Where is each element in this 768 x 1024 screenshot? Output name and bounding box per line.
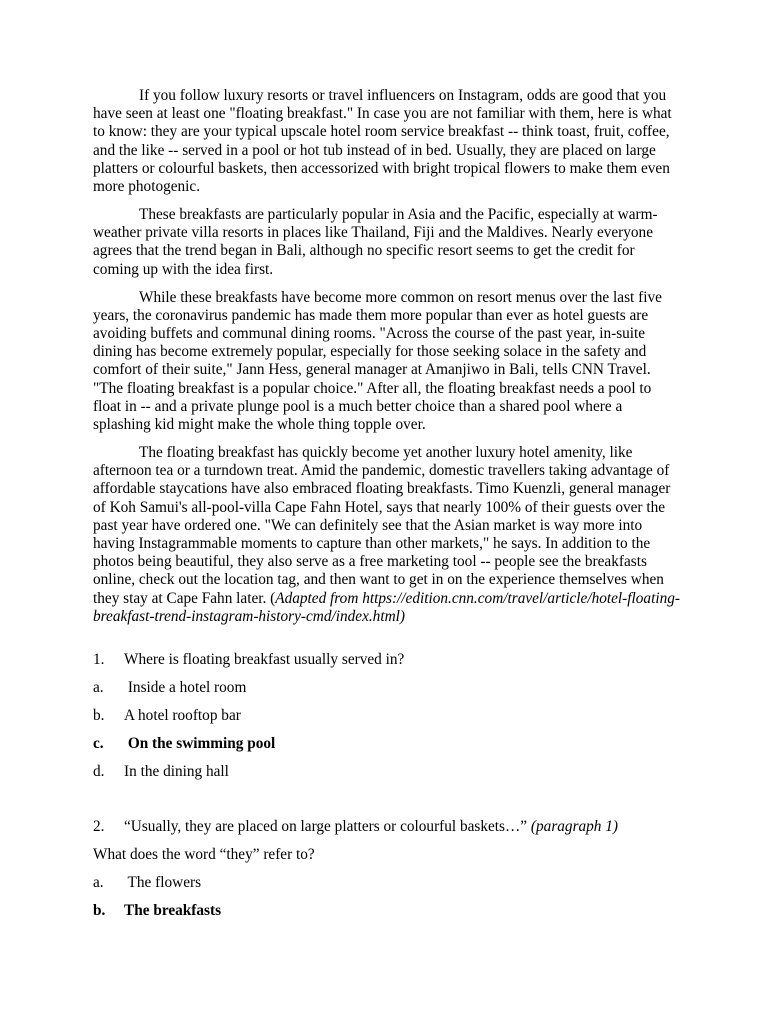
reading-passage: [93, 87, 683, 636]
paragraph-4-text: The floating breakfast has quickly become yet another luxury hotel amenity, like afternoon tea or a turndown treat. Amid the pandemic, domestic travellers taking advantage of affordable staycations have also embraced floating breakfasts. Timo Kuenzli, general manager of Koh Samui's all-pool-villa Cape Fahn Hotel, says that nearly 100% of their guests over the past year have ordered one. "We can definitely see that the Asian market is way more into having Instagrammable moments to capture than other markets," he says. In addition to the photos being beautiful, they also serve as a free marketing tool -- people see the breakfasts online, check out the location tag, and then want to get in on the experience themselves when they stay at Cape Fahn later. (: [93, 444, 671, 607]
paragraph-1: If you follow luxury resorts or travel influencers on Instagram, odds are good that you have seen at least one "floating breakfast." In case you are not familiar with them, here is what to know: they are your typical upscale hotel room service breakfast -- think toast, fruit, coffee, and the like -- served in a pool or hot tub instead of in bed. Usually, they are placed on large platters or colourful baskets, then accessorized with bright tropical flowers to make them even more photogenic.: [93, 87, 672, 196]
option-text: On the swimming pool: [124, 735, 276, 752]
question-1-number: 1.: [93, 651, 105, 668]
question-1-option-b: [93, 707, 241, 725]
question-1-option-d: [93, 763, 229, 781]
option-letter: a.: [93, 874, 104, 891]
paragraph-2: These breakfasts are particularly popular in Asia and the Pacific, especially at warm-weather private villa resorts in places like Thailand, Fiji and the Maldives. Nearly everyone agrees that the trend began in Bali, although no specific resort seems to get the credit for coming up with the idea first.: [93, 206, 658, 278]
option-letter: d.: [93, 763, 105, 780]
option-letter: a.: [93, 679, 104, 696]
option-text: The flowers: [124, 874, 202, 891]
option-text: Inside a hotel room: [124, 679, 247, 696]
option-letter: b.: [93, 902, 106, 919]
paragraph-4: [93, 444, 683, 626]
option-text: A hotel rooftop bar: [124, 707, 241, 724]
option-letter: b.: [93, 707, 105, 724]
option-text: In the dining hall: [124, 763, 229, 780]
option-text: The breakfasts: [124, 902, 222, 919]
source-citation: Adapted from https://edition.cnn.com/travel/article/hotel-floating-breakfast-trend-instagram-history-cmd/index.html): [93, 589, 680, 625]
question-1-text: Where is floating breakfast usually served in?: [124, 651, 405, 668]
question-1: [93, 651, 404, 669]
option-letter: c.: [93, 735, 104, 752]
question-2-option-a: [93, 874, 201, 892]
question-2-option-b-answer: [93, 902, 221, 920]
question-2-text: “Usually, they are placed on large platters or colourful baskets…”: [124, 818, 531, 835]
question-2: [93, 818, 618, 836]
question-1-option-c-answer: [93, 735, 275, 753]
paragraph-3: While these breakfasts have become more common on resort menus over the last five years, the coronavirus pandemic has made them more popular than ever as hotel guests are avoiding buffets and communal dining rooms. "Across the course of the past year, in-suite dining has become extremely popular, especially for those seeking solace in the safety and comfort of their suite," Jann Hess, general manager at Amanjiwo in Bali, tells CNN Travel. "The floating breakfast is a popular choice." After all, the floating breakfast needs a pool to float in -- and a private plunge pool is a much better choice than a shared pool where a splashing kid might make the whole thing topple over.: [93, 288, 662, 434]
question-2-prompt: What does the word “they” refer to?: [93, 846, 315, 863]
question-1-option-a: [93, 679, 246, 697]
question-2-number: 2.: [93, 818, 105, 835]
question-2-reference: (paragraph 1): [530, 818, 619, 835]
